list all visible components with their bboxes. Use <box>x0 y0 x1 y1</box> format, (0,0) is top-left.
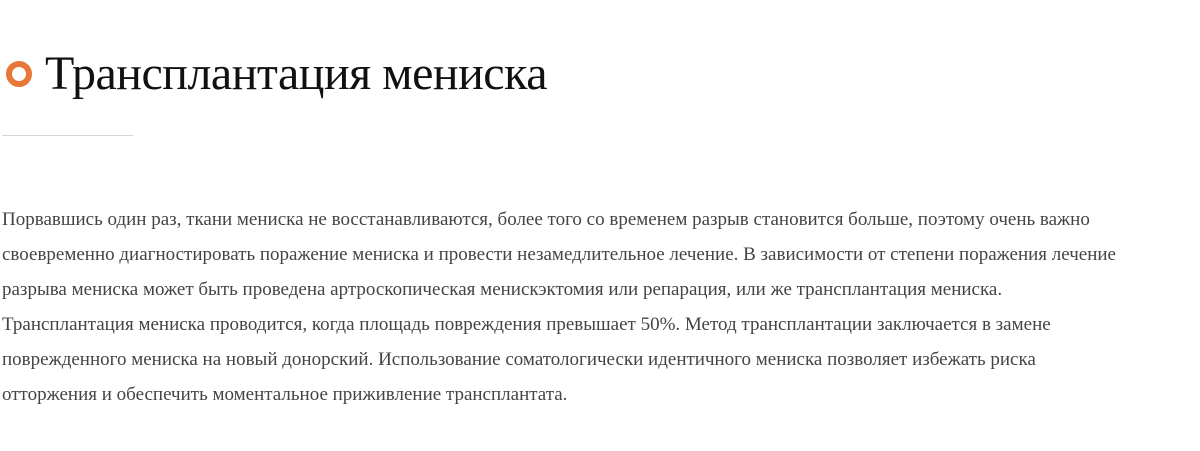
article-paragraph <box>2 202 1194 412</box>
paragraph-line: поврежденного мениска на новый донорский. Использование соматологически идентичного мениска позволяет избежать риска <box>2 349 1036 370</box>
paragraph-line: разрыва мениска может быть проведена артроскопическая менискэктомия или репарация, или же трансплантация мениска. <box>2 279 1003 300</box>
paragraph-line: Трансплантация мениска проводится, когда площадь повреждения превышает 50%. Метод трансплантации заключается в замене <box>2 314 1051 335</box>
circle-bullet-icon <box>6 61 32 87</box>
paragraph-line: Порвавшись один раз, ткани мениска не восстанавливаются, более того со временем разрыв становится больше, поэтому очень важно <box>2 209 1090 230</box>
page-title: Трансплантация мениска <box>45 47 547 100</box>
paragraph-line: отторжения и обеспечить моментальное приживление трансплантата. <box>2 384 568 405</box>
page-header <box>6 44 547 104</box>
title-divider <box>2 135 133 136</box>
paragraph-line: своевременно диагностировать поражение мениска и провести незамедлительное лечение. В зависимости от степени поражения лечение <box>2 244 1116 265</box>
